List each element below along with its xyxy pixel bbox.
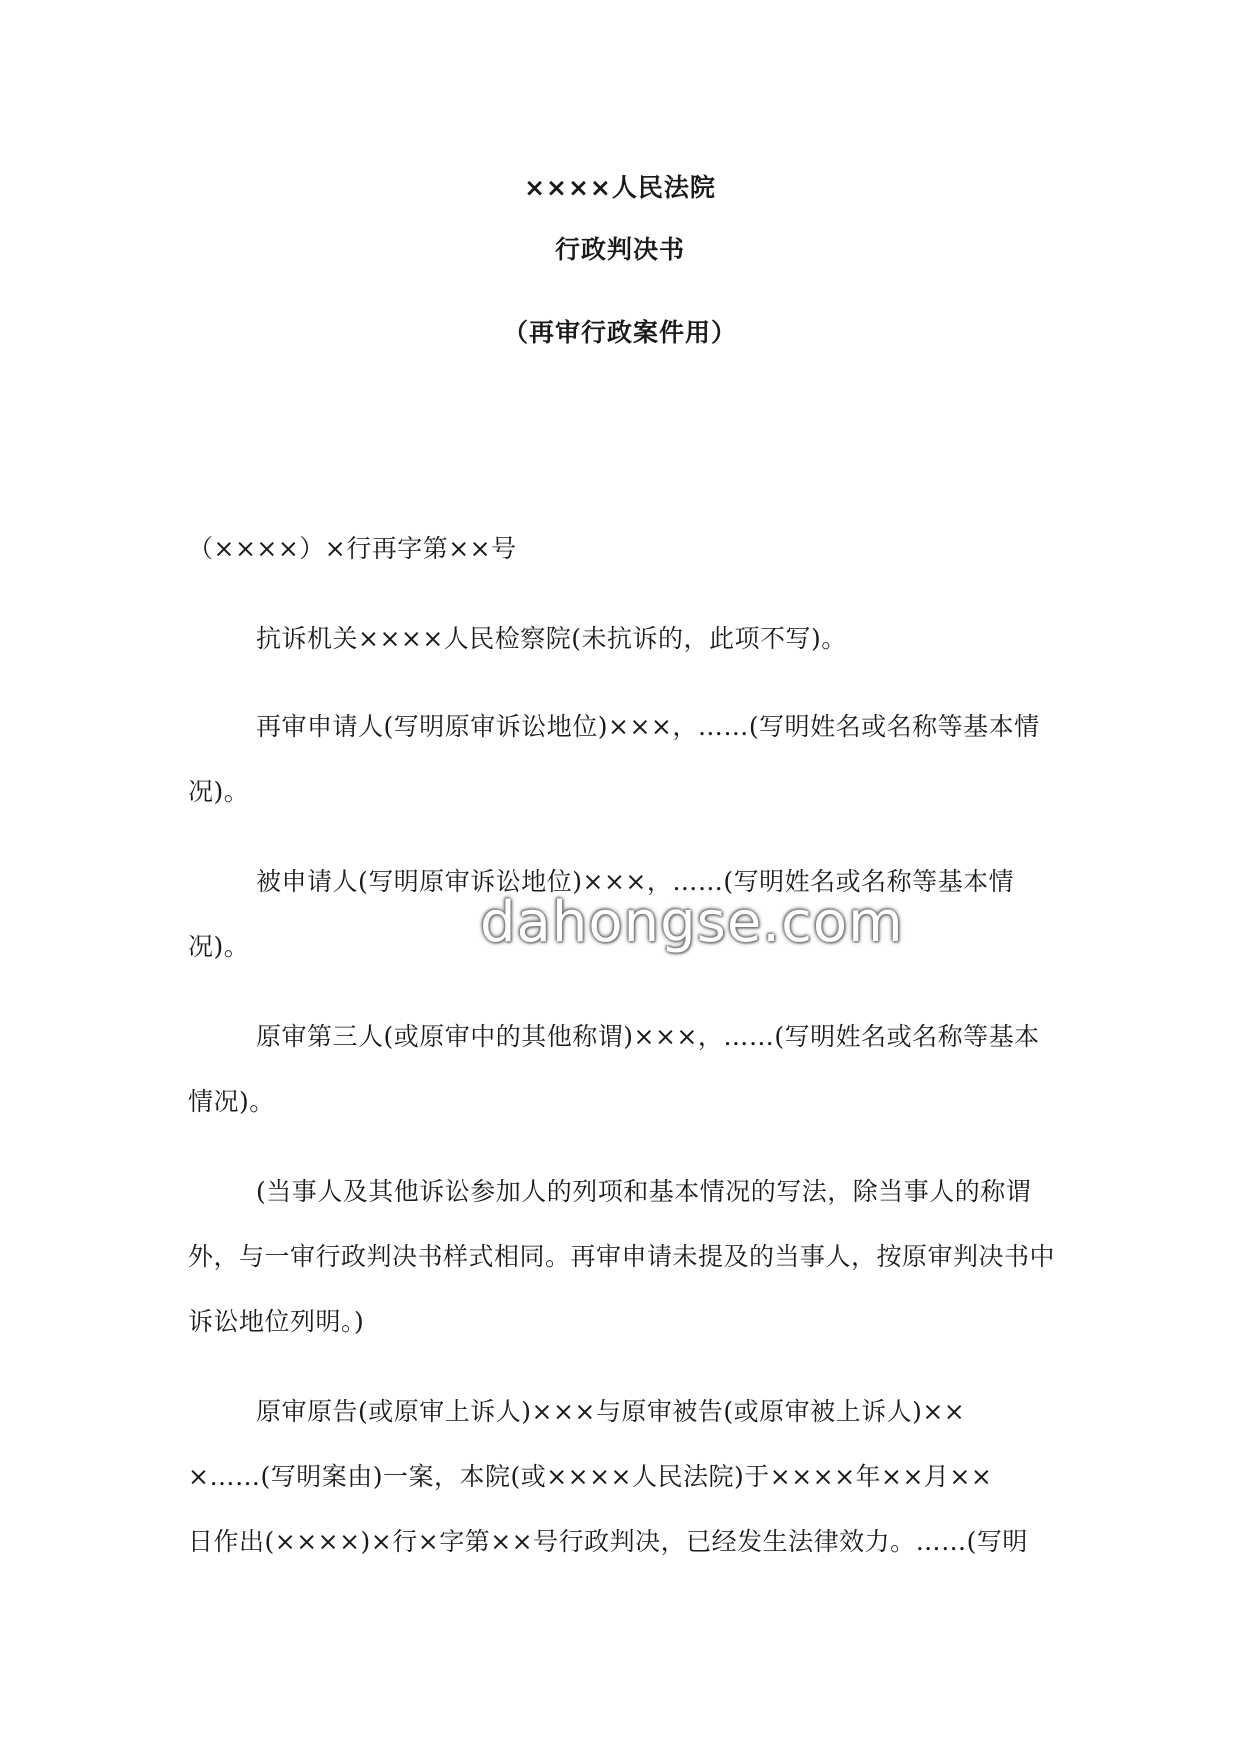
court-name: ××××人民法院 <box>524 173 716 202</box>
note-line-2: 外，与一审行政判决书样式相同。再审申请未提及的当事人，按原审判决书中 <box>188 1242 1056 1271</box>
note-line-1: (当事人及其他诉讼参加人的列项和基本情况的写法，除当事人的称谓 <box>256 1177 1032 1206</box>
case-summary-line-3: 日作出(××××)×行×字第××号行政判决，已经发生法律效力。……(写明 <box>188 1527 1028 1556</box>
applicant-line-2: 况)。 <box>188 777 250 806</box>
protest-organ-paragraph: 抗诉机关××××人民检察院(未抗诉的，此项不写)。 <box>256 624 847 653</box>
respondent-line-1: 被申请人(写明原审诉讼地位)×××，……(写明姓名或名称等基本情 <box>256 867 1015 896</box>
document-subtitle: （再审行政案件用） <box>502 318 737 347</box>
case-summary-line-1: 原审原告(或原审上诉人)×××与原审被告(或原审被上诉人)×× <box>256 1397 966 1426</box>
respondent-line-2: 况)。 <box>188 932 250 961</box>
note-line-3: 诉讼地位列明。) <box>188 1307 365 1336</box>
applicant-line-1: 再审申请人(写明原审诉讼地位)×××，……(写明姓名或名称等基本情 <box>256 712 1040 741</box>
third-party-line-2: 情况)。 <box>188 1087 275 1116</box>
case-number: （××××）×行再字第××号 <box>188 534 517 563</box>
watermark: dahongse.com <box>480 890 904 955</box>
case-summary-line-2: ×……(写明案由)一案，本院(或××××人民法院)于××××年××月×× <box>188 1462 993 1491</box>
third-party-line-1: 原审第三人(或原审中的其他称谓)×××，……(写明姓名或名称等基本 <box>256 1022 1040 1051</box>
document-type-title: 行政判决书 <box>554 235 685 264</box>
